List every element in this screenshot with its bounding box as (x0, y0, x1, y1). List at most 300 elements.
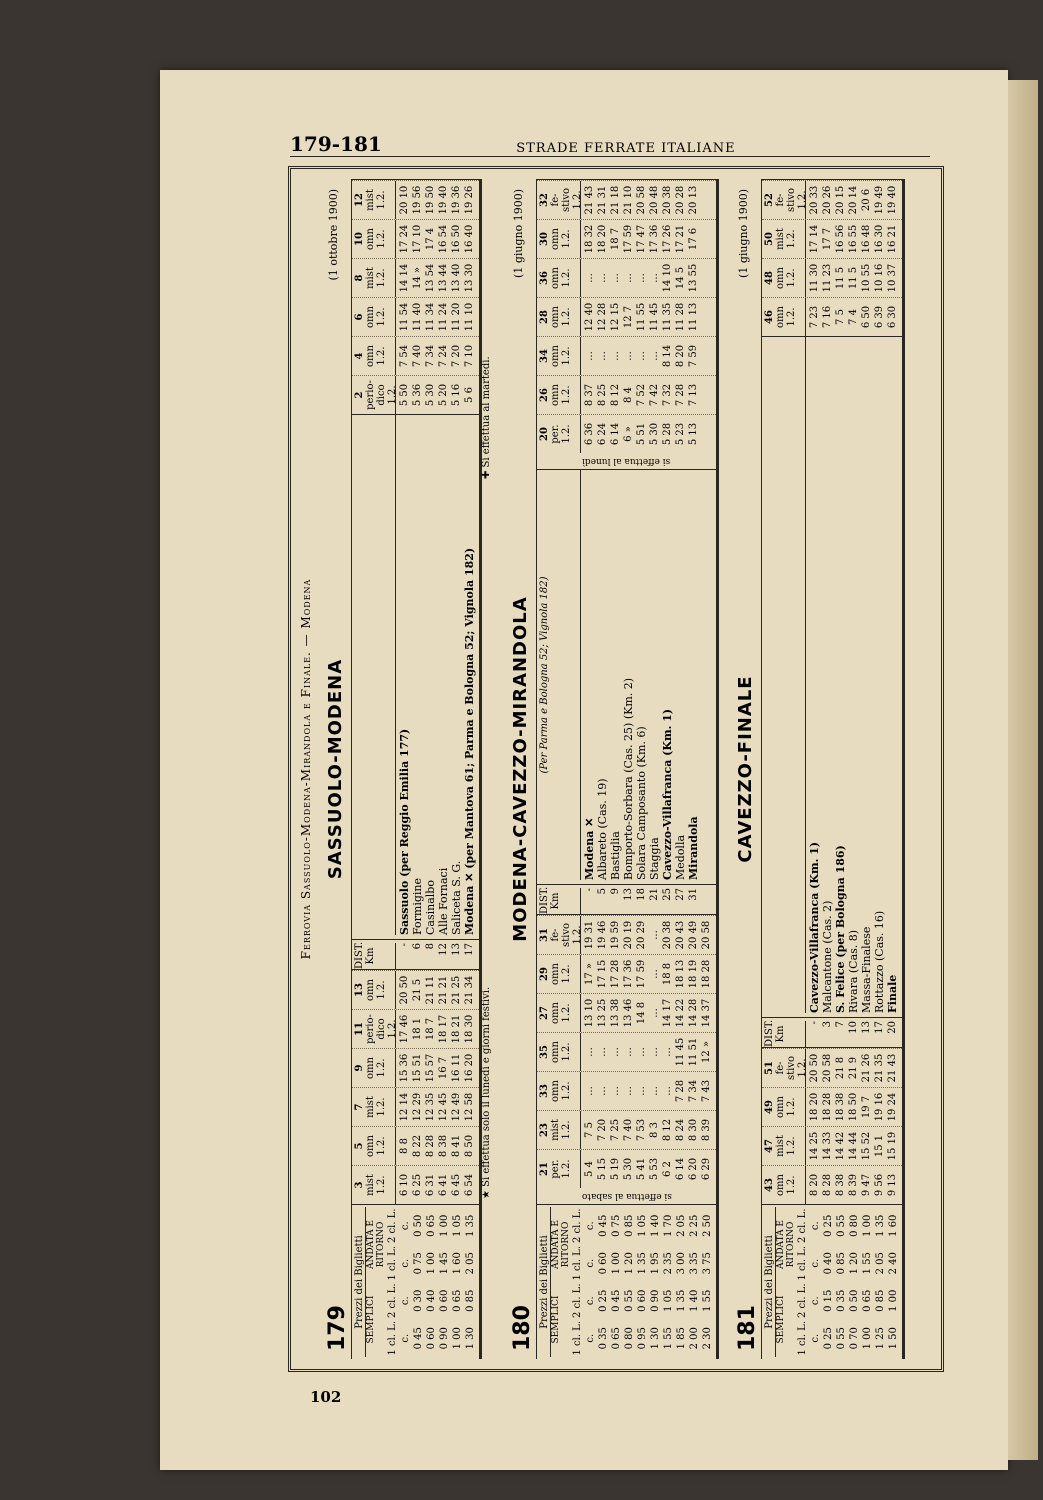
station-name: Saliceta S. G. (450, 860, 463, 935)
fare-col-head: 1 cl. L. c. (797, 1320, 821, 1356)
station-name: Rivara (Cas. 8) (847, 929, 860, 1013)
train-type: omn 1.2. (365, 1135, 387, 1157)
train-times: 8 20 8 28 8 38 8 39 9 47 9 56 9 13 (809, 1173, 898, 1197)
fare-single-heading: SEMPLICI (776, 1295, 786, 1344)
footnote-down: ★ Si effettua solo il lunedì e giorni festivi. (481, 986, 492, 1199)
fare-cell: 0 85 (465, 1289, 476, 1312)
train-type: omn 1.2. (550, 384, 572, 406)
fare-heading: Prezzi dei Biglietti (539, 1207, 551, 1357)
fare-table (762, 1204, 902, 1359)
station-name: S. Felice (per Bologna 186) (834, 845, 847, 1013)
train-type: omn 1.2. (550, 1002, 572, 1024)
train-number: 31 (539, 928, 550, 942)
train-column (352, 297, 479, 336)
fare-cell: 2 00 (689, 1327, 700, 1350)
timetable-grid (351, 179, 482, 1359)
train-number: 27 (539, 1006, 550, 1020)
timetable-grid (536, 179, 719, 1359)
train-times: 7 5 7 20 7 25 7 40 7 53 8 3 8 12 8 24 8 30 8 39 (584, 1118, 712, 1142)
fare-cell: 1 00 (426, 1252, 437, 1275)
train-column (352, 970, 479, 1009)
train-number: 26 (539, 388, 550, 402)
station-name: Albareto (Cas. 19) (596, 778, 609, 880)
train-column (352, 1009, 479, 1048)
train-times: 7 23 7 16 7 5 7 4 6 50 6 39 6 30 (809, 305, 898, 329)
train-column (537, 375, 716, 414)
km-value: 3 (822, 1021, 833, 1028)
train-column (537, 954, 716, 993)
up-trains (352, 179, 479, 414)
fare-cell: 1 55 (862, 1252, 873, 1275)
train-type: omn 1.2. (775, 1096, 797, 1118)
distance-column (537, 884, 716, 914)
train-times: 17 24 17 10 17 4 16 54 16 50 16 40 (399, 224, 475, 254)
fare-cell: 1 30 (650, 1327, 661, 1350)
fare-cell: 1 35 (676, 1289, 687, 1312)
km-value: 17 (464, 943, 475, 956)
fare-return-heading: ANDATA E RITORNO (366, 1219, 386, 1270)
train-type: omn 1.2. (550, 963, 572, 985)
fare-cell: 1 00 (862, 1327, 873, 1350)
train-type: fe- stivo 1.2. (775, 1055, 808, 1081)
train-column (537, 915, 716, 954)
up-trains (537, 179, 716, 453)
train-times: 17 46 18 1 18 7 18 17 18 21 18 30 (399, 1014, 475, 1044)
train-number: 51 (764, 1061, 775, 1075)
train-column (762, 1126, 902, 1165)
page-header (290, 132, 930, 157)
train-times: 12 14 12 29 12 35 12 45 12 49 12 58 (399, 1092, 475, 1122)
train-number: 6 (354, 313, 365, 321)
section-number: 180 (510, 1305, 535, 1351)
km-value: 7 (835, 1021, 846, 1028)
train-column (352, 1126, 479, 1165)
section-date: (1 ottobre 1900) (327, 189, 340, 281)
km-value: - (584, 888, 595, 892)
train-times: 6 36 6 24 6 14 6 » 5 51 5 30 5 28 5 23 5 13 (584, 422, 699, 446)
train-type: omn 1.2. (365, 979, 387, 1001)
fare-cell: 0 70 (849, 1327, 860, 1350)
train-number: 9 (354, 1064, 365, 1072)
fare-cell: 1 40 (650, 1214, 661, 1237)
fare-cell: 1 35 (465, 1214, 476, 1237)
train-times: 11 30 11 23 11 5 11 5 10 55 10 16 10 37 (809, 263, 898, 293)
train-number: 4 (354, 352, 365, 360)
station-name: Mirandola (687, 816, 700, 880)
facing-page-edge (1008, 80, 1038, 1460)
train-type: fe- stivo 1.2. (550, 187, 583, 213)
station-name: Staggia (648, 837, 661, 880)
train-column (352, 375, 479, 414)
train-type: fe- stivo 1.2. (775, 187, 808, 213)
train-times: 17 14 17 7 16 56 16 55 16 48 16 30 16 21 (809, 224, 898, 254)
train-number: 47 (764, 1139, 775, 1153)
station-name: Modena ✕ (per Mantova 61; Parma e Bologna 52; Vignola 182) (463, 547, 476, 935)
distance-heading: DIST. Km (537, 888, 581, 914)
train-column (762, 1087, 902, 1126)
fare-cell: 2 05 (875, 1252, 886, 1275)
fare-single-heading: SEMPLICI (366, 1295, 376, 1344)
timetable-grid (761, 179, 905, 1359)
fare-heading: Prezzi dei Biglietti (354, 1207, 366, 1357)
train-column (537, 1110, 716, 1149)
station-name: Bomporto-Sorbara (Cas. 25) (Km. 2) (622, 677, 635, 880)
train-number: 11 (354, 1022, 365, 1036)
station-name: Casinalbo (424, 880, 437, 935)
fare-return-heading: ANDATA E RITORNO (776, 1219, 796, 1270)
up-trains (762, 179, 902, 336)
footnote-up: ✚ Si effettua al martedì. (481, 356, 492, 479)
timetable-frame (288, 166, 944, 1372)
section-179 (321, 179, 501, 1359)
train-times: 14 25 14 33 14 42 14 44 15 52 15 1 15 19 (809, 1131, 898, 1161)
fare-cell: 1 00 (452, 1327, 463, 1350)
train-type: mist 1.2. (365, 267, 387, 289)
km-value: 21 (649, 888, 660, 901)
train-number: 10 (354, 232, 365, 246)
fare-table (537, 1204, 716, 1359)
series-title: Ferrovia Sassuolo-Modena-Mirandola e Finale. — Modena (299, 578, 313, 960)
train-times: 11 54 11 40 11 34 11 24 11 20 11 10 (399, 302, 475, 332)
station-block (352, 414, 479, 969)
fare-cell: 1 70 (663, 1214, 674, 1237)
train-number: 2 (354, 391, 365, 399)
fare-col-head: 2 cl. L. c. (797, 1283, 821, 1319)
fare-cell: 1 05 (663, 1289, 674, 1312)
fare-cell: 0 50 (413, 1214, 424, 1237)
fare-cell: 0 85 (624, 1214, 635, 1237)
fare-cell: 2 30 (702, 1327, 713, 1350)
station-name: Cavezzo-Villafranca (Km. 1) (661, 708, 674, 880)
train-column (352, 258, 479, 297)
train-times: 18 20 18 28 18 38 18 50 19 7 19 16 19 24 (809, 1092, 898, 1122)
station-name: Modena ✕ (583, 817, 596, 880)
station-name: Cavezzo-Villafranca (Km. 1) (808, 841, 821, 1013)
fare-cell: 0 45 (413, 1327, 424, 1350)
section-date: (1 giugno 1900) (512, 189, 525, 278)
station-names (762, 337, 902, 1017)
fare-col-head: 2 cl. L. c. (387, 1208, 411, 1244)
fare-values (796, 1207, 900, 1357)
train-type: per. 1.2. (550, 1159, 572, 1179)
train-times: 5 4 5 15 5 19 5 30 5 41 5 53 6 2 6 14 6 20 6 29 (584, 1157, 712, 1181)
km-value: - (399, 943, 410, 947)
train-number: 36 (539, 271, 550, 285)
fare-cell: 0 75 (611, 1214, 622, 1237)
page-number-top: 179-181 (290, 132, 382, 156)
fare-cell: 1 35 (637, 1252, 648, 1275)
train-column (537, 336, 716, 375)
train-type: mist 1.2. (775, 1135, 797, 1157)
train-number: 50 (764, 232, 775, 246)
fare-cell: 1 25 (875, 1327, 886, 1350)
km-value: 17 (874, 1021, 885, 1034)
train-column (537, 258, 716, 297)
fare-cell: 0 65 (426, 1214, 437, 1237)
fare-cell: 1 05 (637, 1214, 648, 1237)
train-times: 7 54 7 40 7 34 7 24 7 20 7 10 (399, 344, 475, 368)
fare-cell: 2 40 (888, 1252, 899, 1275)
train-column (762, 180, 902, 219)
fare-cell: 1 35 (875, 1214, 886, 1237)
train-times: ... ... ... ... ... ... 14 10 14 5 13 55 (584, 263, 699, 293)
fare-cell: 0 25 (823, 1214, 834, 1237)
fare-cell: 1 60 (452, 1252, 463, 1275)
train-times: 6 10 6 25 6 31 6 41 6 45 6 54 (399, 1173, 475, 1197)
fare-cell: 0 95 (637, 1327, 648, 1350)
km-value: 6 (412, 943, 423, 950)
fare-col-head: 2 cl. L. c. (387, 1283, 411, 1319)
fare-cell: 0 90 (650, 1289, 661, 1312)
fare-values (386, 1207, 477, 1357)
train-number: 30 (539, 232, 550, 246)
train-times: 15 36 15 51 15 57 16 7 16 11 16 20 (399, 1053, 475, 1083)
rotated-timetable (291, 169, 941, 1369)
train-number: 33 (539, 1084, 550, 1098)
section-number: 179 (325, 1305, 350, 1351)
fare-cell: 1 50 (888, 1327, 899, 1350)
fare-values (571, 1207, 714, 1357)
train-type: omn 1.2. (775, 1174, 797, 1196)
train-column (352, 1165, 479, 1204)
train-times: 19 31 19 46 19 59 20 19 20 29 ... 20 38 20 43 20 49 20 58 (584, 920, 712, 950)
train-times: ... ... ... ... ... ... ... 7 28 7 34 7 43 (584, 1079, 712, 1103)
fare-col-head: 2 cl. L. c. (572, 1208, 596, 1244)
train-number: 34 (539, 349, 550, 363)
train-times: ... ... ... ... ... ... 8 14 8 20 7 59 (584, 344, 699, 368)
fare-heading: Prezzi dei Biglietti (764, 1207, 776, 1357)
fare-cell: 2 05 (676, 1214, 687, 1237)
fare-cell: 0 85 (875, 1289, 886, 1312)
km-value: 5 (597, 888, 608, 895)
train-column (762, 1048, 902, 1087)
train-column (537, 297, 716, 336)
train-type: omn 1.2. (550, 345, 572, 367)
train-column (762, 258, 902, 297)
train-times: 18 32 18 20 18 7 17 59 17 47 17 36 17 26 17 21 17 6 (584, 224, 699, 254)
station-block (762, 336, 902, 1047)
station-name: Formigine (411, 877, 424, 935)
train-times: 20 50 20 58 21 8 21 9 21 26 21 35 21 43 (809, 1053, 898, 1083)
train-number: 29 (539, 967, 550, 981)
down-trains (352, 969, 479, 1204)
train-column (537, 219, 716, 258)
fare-cell: 2 25 (689, 1214, 700, 1237)
distance-heading: DIST. Km (352, 943, 396, 969)
fare-cell: 0 80 (624, 1327, 635, 1350)
fare-cell: 1 05 (452, 1214, 463, 1237)
fare-cell: 0 45 (611, 1289, 622, 1312)
fare-col-head: 1 cl. L. c. (797, 1245, 821, 1281)
fare-cell: 0 50 (849, 1289, 860, 1312)
train-column (352, 1087, 479, 1126)
running-head: STRADE FERRATE ITALIANE (516, 141, 736, 156)
train-column (762, 219, 902, 258)
station-name: Finale (886, 974, 899, 1013)
fare-table (352, 1204, 479, 1359)
fare-cell: 0 35 (836, 1289, 847, 1312)
train-type: omn 1.2. (365, 345, 387, 367)
train-column (537, 1149, 716, 1188)
train-column (537, 993, 716, 1032)
fare-cell: 1 20 (849, 1252, 860, 1275)
station-name: Sassuolo (per Reggio Emilia 177) (398, 728, 411, 935)
train-column (352, 219, 479, 258)
train-number: 35 (539, 1045, 550, 1059)
train-type: perio- dico 1.2. (365, 1014, 398, 1044)
fare-cell: 1 00 (862, 1214, 873, 1237)
down-trains (537, 914, 716, 1188)
km-value: - (809, 1021, 820, 1025)
train-number: 13 (354, 983, 365, 997)
fare-return-heading: ANDATA E RITORNO (551, 1219, 571, 1270)
footnote-down-text: si effettua al sabato (581, 1191, 672, 1201)
train-times: 5 50 5 36 5 30 5 20 5 16 5 6 (399, 383, 475, 407)
station-name: Malcantone (Cas. 2) (821, 900, 834, 1013)
station-block (537, 469, 716, 914)
train-number: 7 (354, 1103, 365, 1111)
train-type: omn 1.2. (550, 267, 572, 289)
train-type: mist 1.2. (550, 1119, 572, 1141)
train-column (352, 180, 479, 219)
km-value: 12 (438, 943, 449, 956)
station-name: Bastiglia (609, 831, 622, 880)
fare-cell: 0 75 (413, 1252, 424, 1275)
section-180 (506, 179, 721, 1359)
train-column (537, 180, 716, 219)
fare-cell: 1 00 (888, 1289, 899, 1312)
fare-cell: 0 45 (598, 1214, 609, 1237)
km-value: 13 (623, 888, 634, 901)
footnote-up (537, 453, 716, 469)
train-type: mist 1.2. (775, 228, 797, 250)
fare-cell: 0 65 (611, 1327, 622, 1350)
train-times: 8 8 8 22 8 28 8 38 8 41 8 50 (399, 1134, 475, 1158)
train-column (762, 1165, 902, 1204)
fare-col-head: 2 cl. L. c. (797, 1208, 821, 1244)
train-number: 49 (764, 1100, 775, 1114)
train-type: mist 1.2. (365, 1174, 387, 1196)
fare-cell: 0 25 (598, 1289, 609, 1312)
fare-cell: 2 35 (663, 1252, 674, 1275)
train-number: 52 (764, 193, 775, 207)
fare-cell: 0 65 (862, 1289, 873, 1312)
fare-cell: 1 00 (439, 1214, 450, 1237)
fare-cell: 1 20 (624, 1252, 635, 1275)
train-times: 17 » 17 15 17 28 17 36 17 59 ... 18 8 18 13 18 19 18 28 (584, 959, 712, 989)
fare-cell: 3 75 (702, 1252, 713, 1275)
section-number: 181 (735, 1305, 760, 1351)
train-times: 21 43 21 31 21 18 21 10 20 58 20 48 20 38 20 28 20 13 (584, 185, 699, 215)
fare-cell: 0 60 (637, 1289, 648, 1312)
station-note: (Per Parma e Bologna 52; Vignola 182) (537, 470, 581, 880)
train-column (537, 414, 716, 453)
fare-cell: 0 60 (439, 1289, 450, 1312)
train-number: 23 (539, 1123, 550, 1137)
train-number: 3 (354, 1181, 365, 1189)
fare-cell: 2 05 (465, 1252, 476, 1275)
train-times: 20 50 21 5 21 11 21 21 21 25 21 34 (399, 975, 475, 1005)
station-name: Alle Fornaci (437, 867, 450, 935)
fare-cell: 0 55 (624, 1289, 635, 1312)
fare-cell: 0 40 (426, 1289, 437, 1312)
fare-cell: 0 35 (598, 1327, 609, 1350)
fare-cell: 1 45 (439, 1252, 450, 1275)
station-name: Solara Camposanto (Km. 6) (635, 726, 648, 880)
page-content (160, 70, 1008, 1470)
train-type: omn 1.2. (550, 1041, 572, 1063)
train-number: 20 (539, 427, 550, 441)
km-value: 13 (451, 943, 462, 956)
train-times: 13 10 13 25 13 38 13 46 14 8 ... 14 17 14 22 14 28 14 37 (584, 998, 712, 1028)
fare-cell: 1 30 (465, 1327, 476, 1350)
fare-single-heading: SEMPLICI (551, 1295, 561, 1344)
km-value: 31 (688, 888, 699, 901)
station-names (352, 415, 479, 939)
train-times: 20 10 19 56 19 50 19 40 19 36 19 26 (399, 185, 475, 215)
train-number: 8 (354, 274, 365, 282)
distance-column (352, 939, 479, 969)
train-column (537, 1071, 716, 1110)
train-times: ... ... ... ... ... ... ... 11 45 11 51 12 » (584, 1037, 712, 1067)
train-number: 5 (354, 1142, 365, 1150)
station-names (537, 470, 716, 884)
train-number: 12 (354, 193, 365, 207)
train-times: 8 37 8 25 8 12 8 4 7 52 7 42 7 32 7 28 7 13 (584, 383, 699, 407)
train-type: omn 1.2. (365, 228, 387, 250)
fare-cell: 0 30 (413, 1289, 424, 1312)
section-title: MODENA-CAVEZZO-MIRANDOLA (510, 596, 531, 942)
train-type: omn 1.2. (550, 306, 572, 328)
fare-cell: 0 60 (598, 1252, 609, 1275)
station-name: Medolla (674, 834, 687, 880)
train-type: omn 1.2. (550, 228, 572, 250)
section-date: (1 giugno 1900) (737, 189, 750, 278)
train-number: 21 (539, 1162, 550, 1176)
train-type: omn 1.2. (365, 1057, 387, 1079)
train-type: fe- stivo 1.2. (550, 922, 583, 948)
distance-column (762, 1017, 902, 1047)
fare-cell: 1 00 (611, 1252, 622, 1275)
down-trains (762, 1047, 902, 1204)
footnote-down (537, 1188, 716, 1204)
train-type: mist 1.2. (365, 1096, 387, 1118)
train-number: 46 (764, 310, 775, 324)
train-number: 32 (539, 193, 550, 207)
train-column (537, 1032, 716, 1071)
train-times: 20 33 20 26 20 15 20 14 20 6 19 49 19 40 (809, 185, 898, 215)
km-value: 20 (887, 1021, 898, 1034)
train-type: perio- dico 1.2. (365, 380, 398, 410)
fare-cell: 3 35 (689, 1252, 700, 1275)
train-column (352, 1048, 479, 1087)
fare-cell: 0 15 (823, 1289, 834, 1312)
fare-cell: 1 40 (689, 1289, 700, 1312)
footnote-up-text: si effettua al lunedì (582, 456, 671, 466)
fare-col-head: 1 cl. L. c. (572, 1245, 596, 1281)
section-title: SASSUOLO-MODENA (325, 658, 346, 880)
fare-cell: 1 85 (676, 1327, 687, 1350)
fare-cell: 0 90 (439, 1327, 450, 1350)
distance-heading: DIST. Km (762, 1021, 806, 1047)
train-number: 28 (539, 310, 550, 324)
train-type: omn 1.2. (775, 267, 797, 289)
station-name: Rottazzo (Cas. 16) (873, 910, 886, 1013)
km-value: 8 (425, 943, 436, 950)
fare-cell: 1 55 (702, 1289, 713, 1312)
section-181 (731, 179, 931, 1359)
km-value: 9 (610, 888, 621, 895)
